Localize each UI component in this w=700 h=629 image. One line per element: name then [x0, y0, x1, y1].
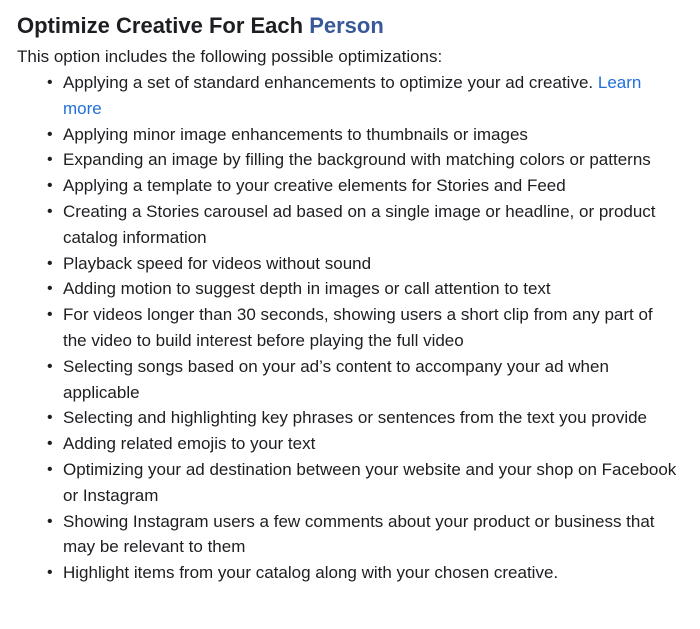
list-item: • Showing Instagram users a few comments about your product or business that may be relevant to them	[63, 509, 686, 561]
list-item: • Creating a Stories carousel ad based on a single image or headline, or product catalog information	[63, 199, 686, 251]
list-item: • Applying minor image enhancements to thumbnails or images	[63, 122, 686, 148]
optimizations-list	[17, 70, 686, 586]
list-item: • Selecting and highlighting key phrases or sentences from the text you provide	[63, 405, 686, 431]
heading-highlight: Person	[309, 13, 384, 38]
intro-text: This option includes the following possible optimizations:	[17, 47, 443, 66]
list-item: • Adding motion to suggest depth in images or call attention to text	[63, 276, 686, 302]
list-item: • Expanding an image by filling the background with matching colors or patterns	[63, 147, 686, 173]
list-item: • Applying a template to your creative elements for Stories and Feed	[63, 173, 686, 199]
list-item: • Applying a set of standard enhancements to optimize your ad creative. Learn more	[63, 70, 686, 122]
list-item: • Highlight items from your catalog along with your chosen creative.	[63, 560, 686, 586]
list-item: • For videos longer than 30 seconds, showing users a short clip from any part of the video to build interest before playing the full video	[63, 302, 686, 354]
list-item: • Playback speed for videos without sound	[63, 251, 686, 277]
list-item: • Optimizing your ad destination between your website and your shop on Facebook or Instagram	[63, 457, 686, 509]
learn-more-link[interactable]: Learn more	[63, 73, 642, 118]
section-heading	[17, 12, 686, 40]
heading-text: Optimize Creative For Each	[17, 13, 310, 38]
list-item: • Selecting songs based on your ad’s content to accompany your ad when applicable	[63, 354, 686, 406]
list-item: • Adding related emojis to your text	[63, 431, 686, 457]
